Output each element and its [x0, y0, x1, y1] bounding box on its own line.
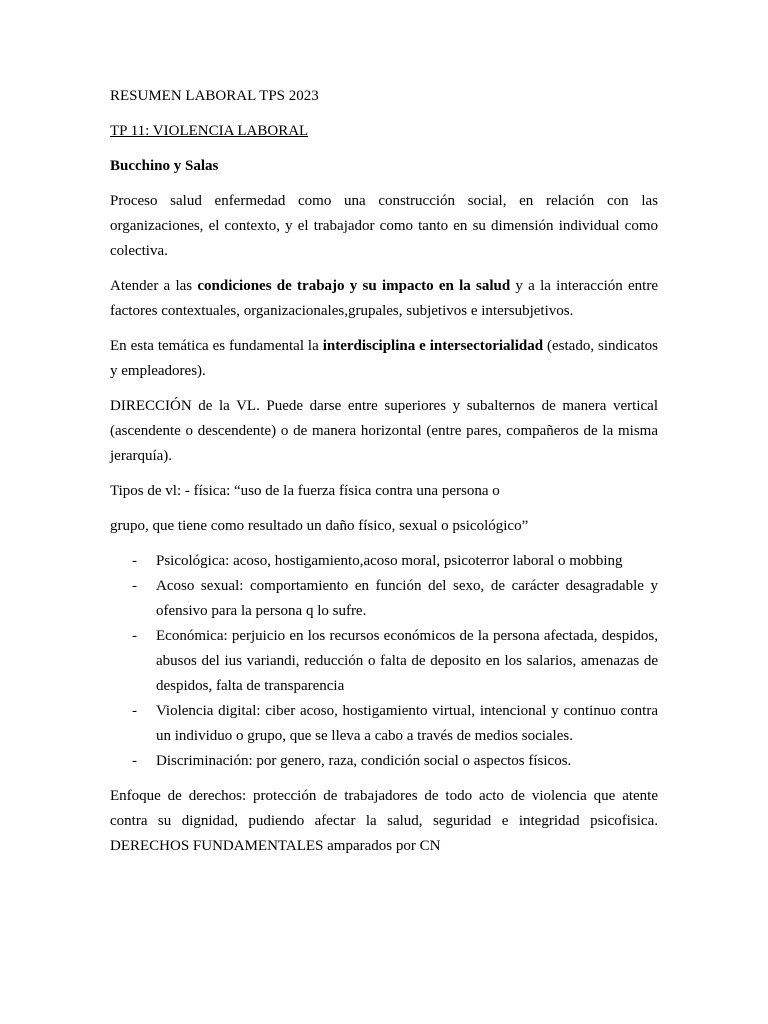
list-item-text: Acoso sexual: comportamiento en función del sexo, de carácter desagradable y ofensivo para la persona q lo sufre.: [156, 578, 658, 619]
list-dash: -: [132, 703, 137, 719]
paragraph-text: y a la interacción entre factores contextuales, organizacionales,grupales, subjetivos e intersubjetivos.: [110, 278, 658, 319]
paragraph-text: (estado, sindicatos y empleadores).: [110, 338, 658, 379]
paragraph-work-conditions: [110, 274, 658, 324]
emphasis-work-conditions: condiciones de trabajo y su impacto en la salud: [197, 278, 511, 294]
paragraph-types-continued: grupo, que tiene como resultado un daño físico, sexual o psicológico”: [110, 518, 529, 534]
paragraph-direction: DIRECCIÓN de la VL. Puede darse entre superiores y subalternos de manera vertical (ascendente o descendente) o de manera horizontal (entre pares, compañeros de la misma jerarquía).: [110, 398, 658, 464]
paragraph-health-process: Proceso salud enfermedad como una construcción social, en relación con las organizaciones, el contexto, y el trabajador como tanto en su dimensión individual como colectiva.: [110, 193, 658, 259]
emphasis-interdiscipline: interdisciplina e intersectorialidad: [322, 338, 544, 354]
document-page: [110, 84, 658, 869]
document-heading: RESUMEN LABORAL TPS 2023: [110, 88, 319, 104]
authors-heading: Bucchino y Salas: [110, 158, 219, 174]
list-item: [110, 574, 658, 624]
list-item: [110, 549, 658, 574]
violence-types-list: [110, 549, 658, 774]
paragraph-rights-approach: Enfoque de derechos: protección de trabajadores de todo acto de violencia que atente contra su dignidad, pudiendo afectar la salud, seguridad e integridad psicofisica. DERECHOS FUNDAMENTALES amparados por CN: [110, 788, 658, 854]
list-item-text: Económica: perjuicio en los recursos económicos de la persona afectada, despidos, abusos del ius variandi, reducción o falta de deposito en los salarios, amenazas de despidos, falta de transparencia: [156, 628, 658, 694]
list-item: [110, 624, 658, 699]
list-item: [110, 699, 658, 749]
list-dash: -: [132, 553, 137, 569]
list-item-text: Violencia digital: ciber acoso, hostigamiento virtual, intencional y continuo contra un individuo o grupo, que se lleva a cabo a través de medios sociales.: [156, 703, 658, 744]
paragraph-interdiscipline: [110, 334, 658, 384]
tp-title: TP 11: VIOLENCIA LABORAL: [110, 123, 309, 139]
paragraph-text: En esta temática es fundamental la: [110, 338, 323, 354]
list-dash: -: [132, 628, 137, 644]
list-item-text: Psicológica: acoso, hostigamiento,acoso moral, psicoterror laboral o mobbing: [156, 553, 623, 569]
paragraph-types-intro: Tipos de vl: - física: “uso de la fuerza física contra una persona o: [110, 483, 500, 499]
list-item: [110, 749, 658, 774]
list-dash: -: [132, 578, 137, 594]
paragraph-text: Atender a las: [110, 278, 198, 294]
list-item-text: Discriminación: por genero, raza, condición social o aspectos físicos.: [156, 753, 572, 769]
list-dash: -: [132, 753, 137, 769]
